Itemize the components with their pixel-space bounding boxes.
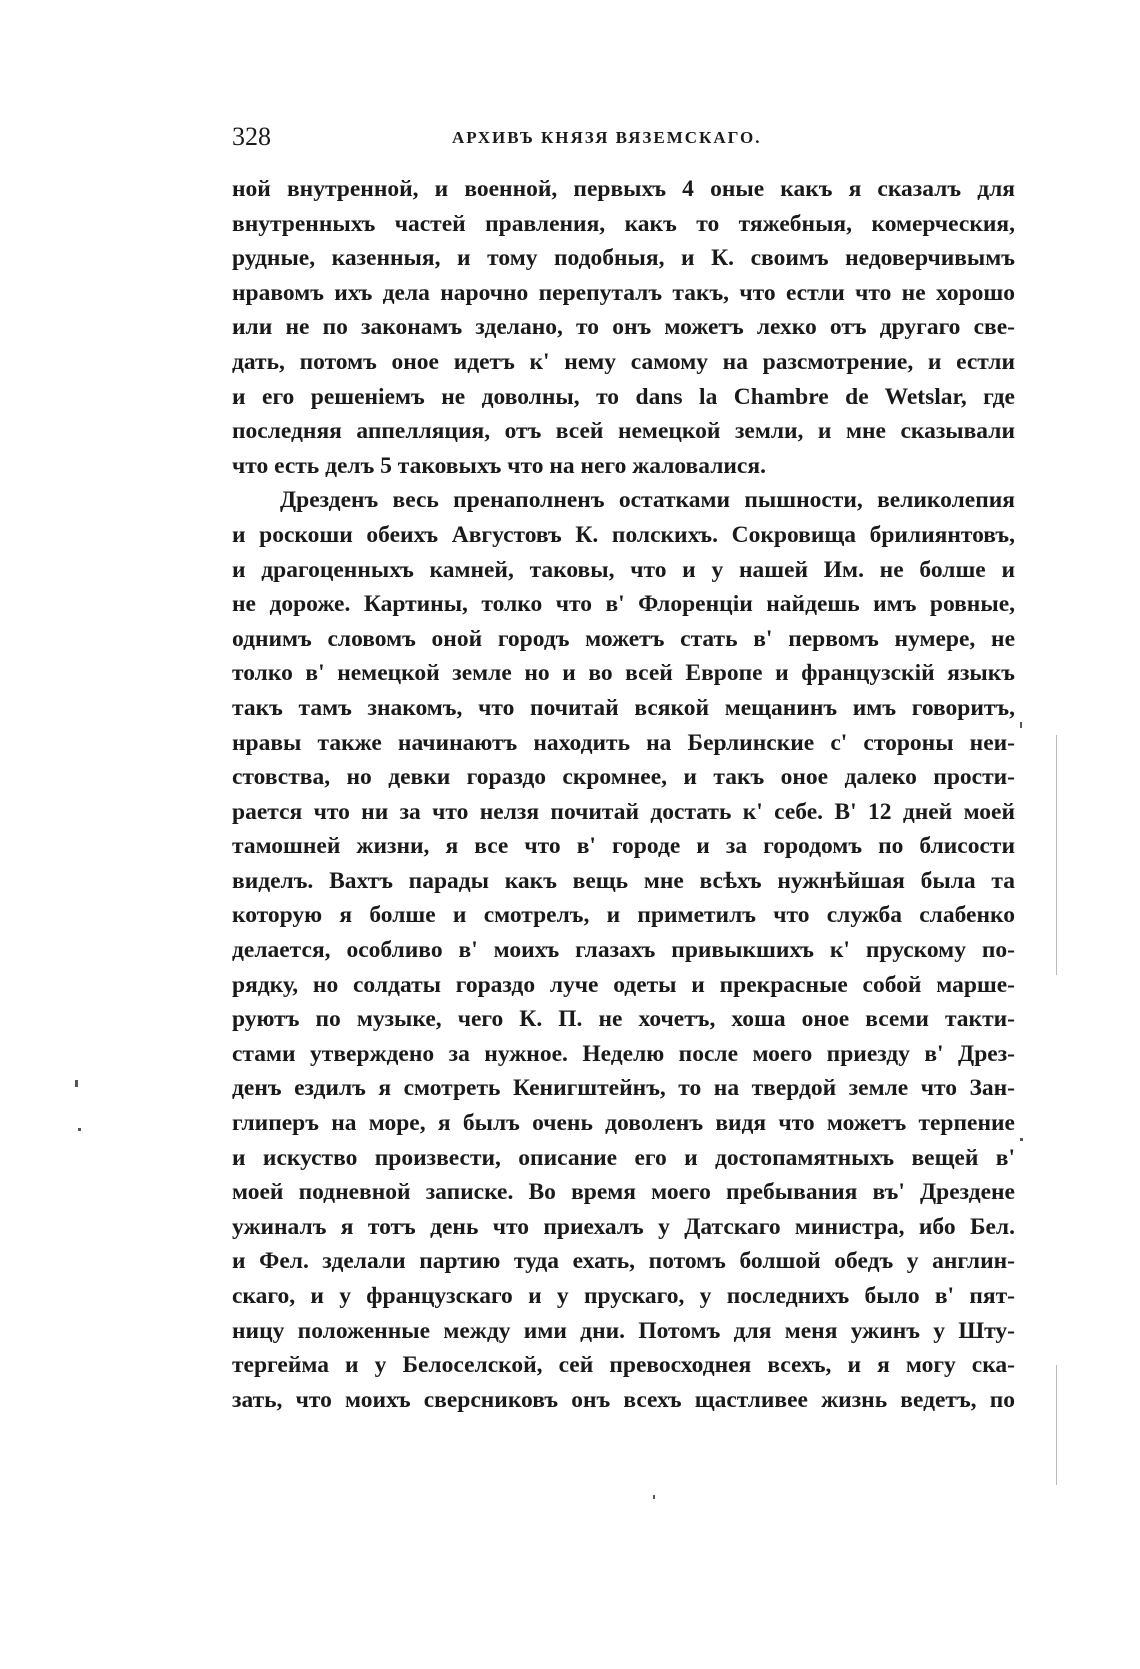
text-line: и роскоши обеихъ Августовъ К. полскихъ. Сокровища брилиянтовъ, <box>232 521 1015 548</box>
text-line: и Фел. зделали партию туда ехать, потомъ болшой обедъ у англин- <box>232 1248 1015 1275</box>
text-line: нравы также начинаютъ находить на Берлинские с' стороны неи- <box>232 729 1015 756</box>
text-line: рядку, но солдаты гораздо луче одеты и прекрасные собой марше- <box>232 971 1015 998</box>
text-line: рается что ни за что нелзя почитай достать к' себе. В' 12 дней моей <box>232 798 1015 825</box>
margin-line <box>1056 1365 1057 1485</box>
text-line: скаго, и у французскаго и у прускаго, у последнихъ было в' пят- <box>232 1283 1015 1309</box>
text-line: и искуство произвести, описание его и достопамятныхъ вещей в' <box>232 1144 1015 1171</box>
text-line: тамошней жизни, я все что в' городе и за городомъ по блисости <box>232 833 1015 860</box>
text-line: ной внутренной, и военной, первыхъ 4 оные какъ я сказалъ для <box>232 176 1015 202</box>
scan-speck <box>78 1128 81 1131</box>
text-line: толко в' немецкой земле но и во всей Европе и французскій языкъ <box>232 660 1015 687</box>
text-line: Дрезденъ весь пренаполненъ остатками пышности, великолепия <box>280 487 1015 514</box>
text-line: такъ тамъ знакомъ, что почитай всякой мещанинъ имъ говоритъ, <box>232 694 1015 721</box>
scan-speck <box>1020 722 1022 728</box>
text-line: моей подневной записке. Во время моего пребывания въ' Дрездене <box>232 1179 1015 1206</box>
text-line: виделъ. Вахтъ парады какъ вещь мне всѣхъ нужнѣйшая была та <box>232 867 1015 894</box>
paragraph <box>232 172 1015 483</box>
text-line: тергейма и у Белоселской, сей превосходнея всехъ, и я могу ска- <box>232 1352 1015 1379</box>
text-line: глиперъ на море, я былъ очень доволенъ видя что можетъ терпение <box>232 1110 1015 1137</box>
text-line: денъ ездилъ я смотреть Кенигштейнъ, то на твердой земле что Зан- <box>232 1075 1015 1102</box>
text-line: ужиналъ я тотъ день что приехалъ у Датскаго министра, ибо Бел. <box>232 1213 1015 1240</box>
text-line: что есть делъ 5 таковыхъ что на него жаловалися. <box>232 452 766 479</box>
margin-line <box>1056 735 1057 975</box>
text-line: внутренныхъ частей правления, какъ то тяжебныя, комерческия, <box>232 210 1015 237</box>
text-line: руютъ по музыке, чего К. П. не хочетъ, хоша оное всеми такти- <box>232 1006 1015 1033</box>
text-line: делается, особливо в' моихъ глазахъ привыкшихъ к' прускому по- <box>232 937 1015 964</box>
text-line: ницу положенные между ими дни. Потомъ для меня ужинъ у Шту- <box>232 1317 1015 1344</box>
text-line: стовства, но девки гораздо скромнее, и такъ оное далеко прости- <box>232 764 1015 791</box>
text-line: и драгоценныхъ камней, таковы, что и у нашей Им. не болше и <box>232 556 1015 583</box>
text-line: которую я болше и смотрелъ, и приметилъ что служба слабенко <box>232 902 1015 929</box>
text-line: нравомъ ихъ дела нарочно перепуталъ такъ, что естли что не хорошо <box>232 279 1015 306</box>
text-line: или не по законамъ зделано, то онъ можетъ лехко отъ другаго све- <box>232 314 1015 341</box>
text-line: не дороже. Картины, толко что в' Флоренціи найдешь имъ ровные, <box>232 591 1015 618</box>
scan-speck <box>1020 1138 1023 1141</box>
scan-speck <box>75 1080 78 1087</box>
paragraph <box>232 483 1015 1417</box>
page-number: 328 <box>232 122 271 151</box>
body-text <box>232 172 1015 1417</box>
scan-speck <box>653 1495 655 1499</box>
text-line: однимъ словомъ оной городъ можетъ стать в' первомъ нумере, не <box>232 625 1015 652</box>
text-line: и его решеніемъ не доволны, то dans la Chambre de Wetslar, где <box>232 383 1015 410</box>
text-line: зать, что моихъ сверсниковъ онъ всехъ щастливее жизнь ведетъ, по <box>232 1386 1015 1413</box>
text-line: дать, потомъ оное идетъ к' нему самому на разсмотрение, и естли <box>232 348 1015 375</box>
page-header <box>232 122 1015 158</box>
text-line: стами утверждено за нужное. Неделю после моего приезду в' Дрез- <box>232 1040 1015 1067</box>
running-title: АРХИВЪ КНЯЗЯ ВЯЗЕМСКАГО. <box>452 128 762 147</box>
text-line: последняя аппелляция, отъ всей немецкой земли, и мне сказывали <box>232 418 1015 445</box>
text-line: рудные, казенныя, и тому подобныя, и К. своимъ недоверчивымъ <box>232 245 1015 272</box>
